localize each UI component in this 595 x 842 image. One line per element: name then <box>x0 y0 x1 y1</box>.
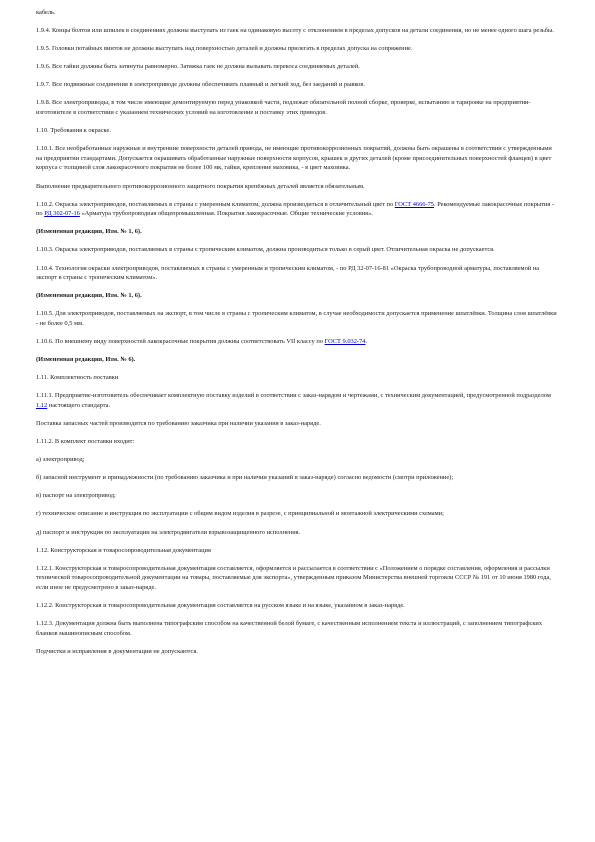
paragraph: 1.10.3. Окраска электроприводов, поставляемых в страны с тропическим климатом, должна производиться только в серый цвет. Отличительная окраска не допускается. <box>36 246 495 254</box>
paragraph: 1.9.6. Все гайки должны быть затянуты равномерно. Затяжка гаек не должна вызывать перекоса соединяемых деталей. <box>36 63 360 71</box>
document-page <box>36 8 559 665</box>
section-heading: 1.11. Комплектность поставки <box>36 374 119 382</box>
paragraph: 1.12.3. Документация должна быть выполнена типографским способом на качественной белой бумаге, с качественным исполнением текста и иллюстраций, с заполнением типографских бланков машинописным способом. <box>36 620 543 637</box>
paragraph: 1.12.1. Конструкторская и товаросопроводительная документация составляется, оформляется и рассылается в соответствии с «Положением о порядке составления, оформления и рассылки технической товаросопроводительной документации на товары, поставляемые для экспорта», утвержденным приказом Министерства внешней торговли СССР № 191 от 10 июня 1980 года, если иное не предусмотрено в заказ-наряде. <box>36 564 551 591</box>
paragraph: кабель. <box>36 9 56 16</box>
paragraph: 1.9.5. Головки потайных винтов не должны выступать над поверхностью деталей и должны прилегать в пределах допуска на сопряжение. <box>36 45 413 53</box>
list-item: а) электропривод; <box>36 456 85 464</box>
paragraph: 1.9.4. Концы болтов или шпилек в соединениях должны выступать из гаек на одинаковую высоту с отклонением в пределах допусков на детали соединения, но не менее одного шага резьбы. <box>36 27 554 35</box>
paragraph-text: . Рекомендуемые лакокрасочные покрытия - по <box>36 200 555 218</box>
amendment-note: (Измененная редакция, Изм. № 1, 6). <box>36 292 142 300</box>
paragraph: 1.10.4. Технология окраски электроприводов, поставляемых в страны с умеренным и тропическим климатом, - по РД 32-07-16-81 «Окраска трубопроводной арматуры, поставляемой на экспорт в страны с тропическим климатом». <box>36 264 540 282</box>
paragraph: 1.10.1. Все необработанные наружные и внутренние поверхности деталей привода, не имеющие противокоррозионных покрытий, должны быть окрашены в соответствии с утвержденными на предприятии стандартами. Допускается окрашивать обработанные наружные поверхности корпусов, крышек и других деталей (кроме присоединительных поверхностей фланцев) в цвет корпуса с толщиной слоя лакокрасочного покрытия не более 100 мк, гайки, крепление маховика, - в цвет маховика. <box>36 145 552 172</box>
paragraph: 1.9.7. Все подвижные соединения в электроприводе должны обеспечивать плавный и легкий ход, без заеданий и рывков. <box>36 81 365 89</box>
rd-link[interactable]: РД 302-07-16 <box>44 210 80 218</box>
paragraph: 1.11.2. В комплект поставки входит: <box>36 438 135 446</box>
paragraph-with-link <box>36 391 559 410</box>
paragraph-text: настоящего стандарта. <box>47 401 111 409</box>
section-heading: 1.12. Конструкторская и товаросопроводительная документация <box>36 546 211 554</box>
paragraph-with-link <box>36 337 559 347</box>
paragraph-text: 1.10.2. Окраска электроприводов, поставляемых в страны с умеренным климатом, должна производиться в отличительный цвет по <box>36 200 395 208</box>
paragraph-text: . <box>365 337 368 345</box>
paragraph-text: «Арматура трубопроводная общепромышленная. Покрытия лакокрасочные. Общие технические условия». <box>79 210 373 218</box>
amendment-note: (Измененная редакция, Изм. № 6). <box>36 356 136 364</box>
gost-link[interactable]: ГОСТ 9.032-74 <box>324 337 366 345</box>
paragraph: Подчистки и исправления в документации не допускаются. <box>36 647 198 655</box>
list-item: г) техническое описание и инструкция по эксплуатации с общим видом изделия в разрезе, с принципиальной и монтажной электрическими схемами; <box>36 510 444 518</box>
paragraph-text: 1.10.6. По внешнему виду поверхностей лакокрасочные покрытия должны соответствовать VII классу по <box>36 337 325 345</box>
paragraph: 1.12.2. Конструкторская и товаросопроводительная документация составляется на русском языке и на языке, указанном в заказ-наряде. <box>36 601 405 609</box>
paragraph-with-links <box>36 200 559 219</box>
list-item: в) паспорт на электропривод; <box>36 492 116 500</box>
section-heading: 1.10. Требования к окраске. <box>36 127 111 135</box>
paragraph: Выполнение предварительного противокоррозионного защитного покрытия крепёжных деталей является обязательным. <box>36 182 365 190</box>
gost-link[interactable]: ГОСТ 4666-75 <box>394 200 434 208</box>
paragraph: 1.9.8. Все электроприводы, в том числе имеющие демонтируемую перед упаковкой части, подлежат обязательной полной сборке, проверке, испытанию и тарировке на предприятии-изготовителе в соответствии с указанием технических условий на изготовление и поставку этих приводов. <box>36 99 531 117</box>
list-item: б) запасной инструмент и принадлежности (по требованию заказчика и при наличии указаний в заказ-наряде) согласно ведомости (смотри приложение); <box>36 474 454 482</box>
section-link[interactable]: 1.12 <box>36 401 48 409</box>
amendment-note: (Измененная редакция, Изм. № 1, 6). <box>36 228 142 236</box>
paragraph-text: 1.11.1. Предприятие-изготовитель обеспечивает комплектную поставку изделий в соответствии с заказ-нарядом и чертежами, с техническим документацией, предусмотренной подразделом <box>36 392 551 400</box>
paragraph: Поставка запасных частей производится по требованию заказчика при наличии указания в заказ-наряде. <box>36 419 321 427</box>
list-item: д) паспорт и инструкция по эксплуатации на электродвигатели взрывозащищенного исполнения. <box>36 528 301 536</box>
paragraph: 1.10.5. Для электроприводов, поставляемых на экспорт, в том числе в страны с тропическим климатом, в случае необходимости допускается применение шпатлёвки. Толщина слоя шпатлёвки - не более 0,5 мм. <box>36 310 557 327</box>
